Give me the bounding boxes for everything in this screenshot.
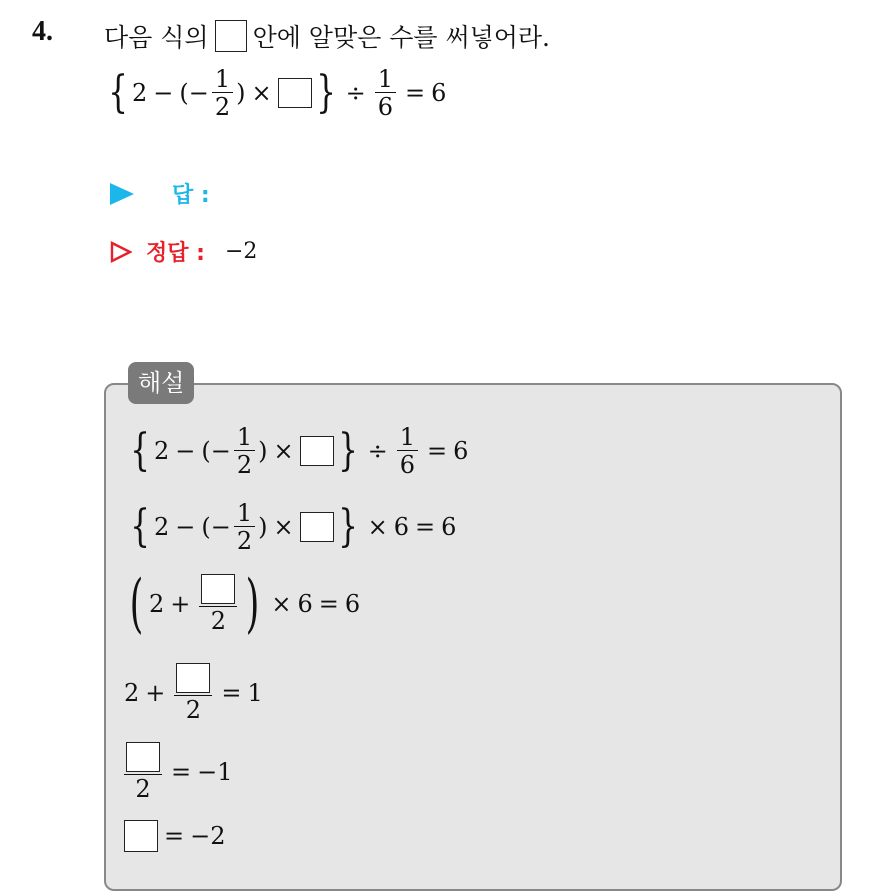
s1-den: 2 <box>236 451 253 480</box>
s1-close-paren: ) <box>258 437 268 466</box>
s2-den: 2 <box>236 527 253 556</box>
left-brace: { <box>108 67 128 119</box>
eq-divide: ÷ <box>345 79 366 108</box>
eq-equals: = <box>405 79 426 108</box>
s4-den: 2 <box>185 696 202 724</box>
s1-div-den: 6 <box>399 451 416 480</box>
question-number: 4. <box>32 16 53 47</box>
s3-blank-box <box>201 574 235 604</box>
s1-equals: = <box>427 437 448 466</box>
outline-arrow-icon <box>110 241 132 263</box>
s6-blank-box <box>124 820 158 852</box>
correct-value: −2 <box>224 239 258 264</box>
s5-result: −1 <box>197 758 233 787</box>
s2-times: × <box>273 513 294 542</box>
s2-result: 6 <box>441 513 457 542</box>
eq-times: × <box>251 79 272 108</box>
eq-frac-num: 1 <box>212 66 233 93</box>
s4-result: 1 <box>247 679 263 708</box>
s2-fraction <box>234 500 255 555</box>
s5-den: 2 <box>135 775 151 803</box>
s3-six: 6 <box>297 590 313 618</box>
blank-box-icon <box>215 20 247 52</box>
s5-blank-box <box>126 742 160 772</box>
s4-num <box>174 663 212 696</box>
solution-line-5 <box>124 742 233 802</box>
s2-num: 1 <box>234 500 255 527</box>
s3-fraction <box>199 574 237 634</box>
s1-div-num: 1 <box>397 424 418 451</box>
eq-div-fraction <box>375 66 396 121</box>
answer-row <box>110 178 210 209</box>
solution-line-3 <box>124 567 361 641</box>
s5-fraction <box>124 742 162 802</box>
s1-blank-box <box>300 436 334 466</box>
s2-minus: − <box>175 513 196 542</box>
s3-den: 2 <box>210 606 226 635</box>
s5-num <box>124 742 162 775</box>
s1-two: 2 <box>154 437 170 466</box>
solution-line-1 <box>126 424 468 479</box>
solution-line-2 <box>126 500 456 555</box>
s2-close-paren: ) <box>258 513 268 542</box>
eq-blank-box <box>278 78 312 108</box>
eq-close-paren: ) <box>236 79 246 108</box>
right-brace: } <box>337 501 358 553</box>
s2-neg: − <box>210 513 231 542</box>
s2-two: 2 <box>154 513 170 542</box>
s4-blank-box <box>176 663 210 693</box>
eq-neg: − <box>188 79 209 108</box>
s6-equals: = <box>164 822 185 850</box>
s4-fraction <box>174 663 212 723</box>
eq-fraction <box>212 66 233 121</box>
s2-open-paren: ( <box>201 513 211 542</box>
s1-times: × <box>273 437 294 466</box>
s3-times: × <box>271 590 292 618</box>
left-brace: { <box>130 501 150 553</box>
s1-num: 1 <box>234 424 255 451</box>
s3-two: 2 <box>148 590 165 618</box>
right-brace: } <box>315 67 336 119</box>
s1-fraction <box>234 424 255 479</box>
eq-frac-den: 2 <box>214 93 231 122</box>
s2-equals: = <box>415 513 436 542</box>
right-big-paren: ) <box>245 567 260 641</box>
s3-plus: + <box>170 590 191 618</box>
eq-minus: − <box>153 79 174 108</box>
correct-label: 정답 : <box>146 241 205 266</box>
eq-result: 6 <box>431 79 447 108</box>
s1-div-fraction <box>397 424 418 479</box>
answer-label: 답 : <box>172 183 210 208</box>
s2-blank-box <box>300 512 334 542</box>
solution-tag: 해설 <box>128 362 194 404</box>
question-prompt <box>104 18 550 54</box>
s2-times2: × <box>367 513 388 542</box>
right-brace: } <box>337 425 358 477</box>
solution-line-4 <box>124 663 263 723</box>
play-arrow-icon <box>110 183 134 205</box>
s3-result: 6 <box>344 590 361 618</box>
left-big-paren: ( <box>129 567 144 641</box>
s1-divide: ÷ <box>367 437 388 466</box>
eq-div-num: 1 <box>375 66 396 93</box>
s1-minus: − <box>175 437 196 466</box>
s6-result: −2 <box>190 822 226 850</box>
s1-result: 6 <box>453 437 469 466</box>
s4-two: 2 <box>124 679 140 708</box>
prompt-before-box: 다음 식의 <box>104 23 209 52</box>
s2-six: 6 <box>393 513 410 542</box>
s4-plus: + <box>145 679 166 708</box>
s3-num <box>199 574 237 607</box>
question-equation <box>104 66 446 121</box>
s3-equals: = <box>318 590 339 618</box>
eq-div-den: 6 <box>377 93 394 122</box>
correct-answer-row <box>110 236 257 267</box>
s4-equals: = <box>221 679 242 708</box>
s1-open-paren: ( <box>201 437 211 466</box>
s5-equals: = <box>171 758 192 787</box>
solution-line-6 <box>124 820 226 852</box>
eq-two: 2 <box>132 79 148 108</box>
left-brace: { <box>130 425 150 477</box>
s1-neg: − <box>210 437 231 466</box>
eq-open-paren: ( <box>179 79 189 108</box>
prompt-after-box: 안에 알맞은 수를 써넣어라. <box>252 23 551 52</box>
